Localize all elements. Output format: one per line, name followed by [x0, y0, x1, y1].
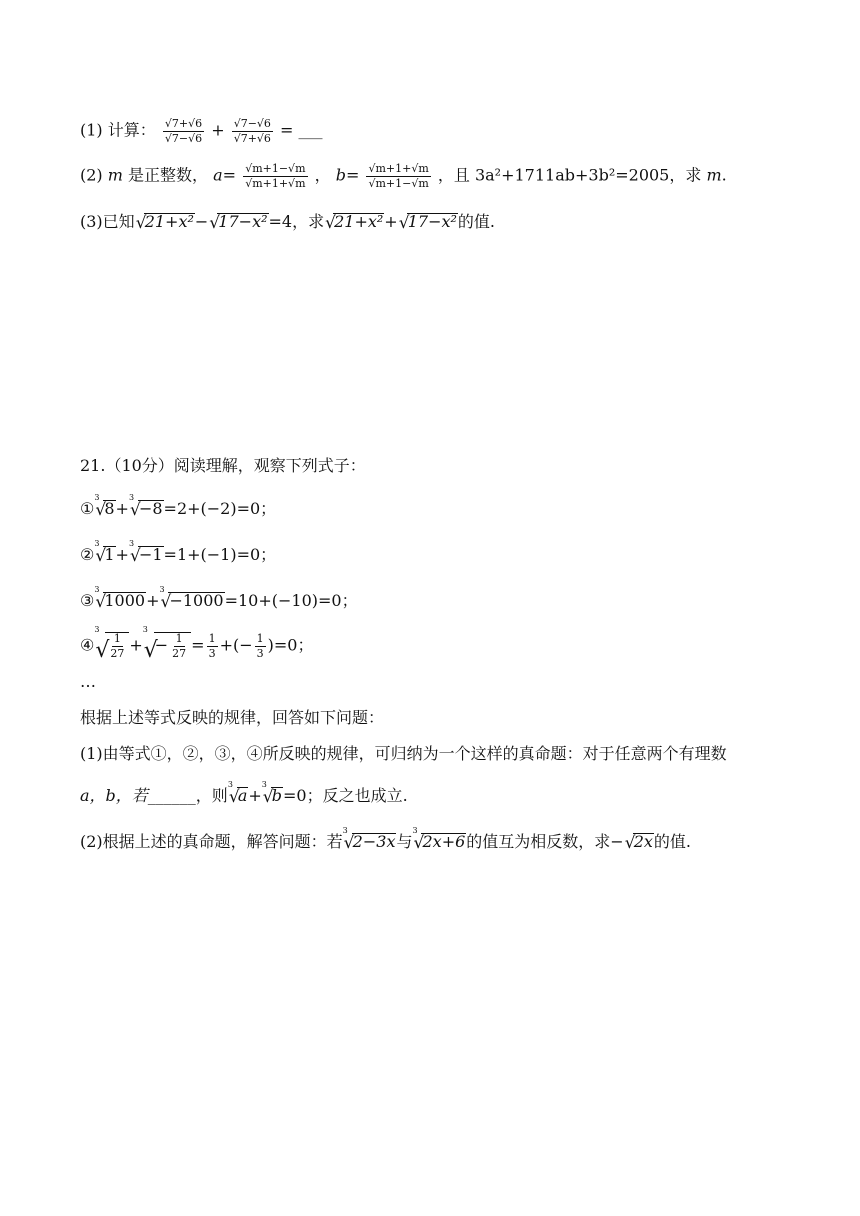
part1-label: (1) [80, 120, 103, 140]
part1-plus: + [211, 120, 225, 140]
p1-op: + [248, 786, 262, 805]
q21-eq1 [80, 493, 277, 520]
p1-line2b: ，则 [195, 786, 228, 805]
cbrt-radical-eq4-a: 3 √ $\frac{1}{27}$ [95, 632, 129, 659]
q21-p2 [80, 826, 691, 853]
part1-lead: 计算： [107, 120, 156, 140]
p1-blank: ______ [147, 786, 196, 805]
part2-var-m2: m [706, 165, 722, 185]
sqrt-radical-1: √ 21+x² [135, 212, 194, 233]
cbrt-radical-eq3-b: 3 √ −1000 [159, 585, 224, 612]
q21-intro: 根据上述等式反映的规律，回答如下问题： [80, 708, 385, 727]
p2-a: (2)根据上述的真命题，解答问题：若 [80, 832, 343, 851]
part3-line [80, 212, 495, 233]
cbrt-radical-eq4-b: 3 √ − $\frac{1}{27}$ [144, 632, 191, 659]
part2-a-eq: a= [213, 165, 237, 185]
cbrt-radical-p2-1: 3 √ 2−3x [342, 826, 396, 853]
part2-var-m: m [107, 165, 123, 185]
part2-b-eq: b= [335, 165, 360, 185]
part2-a-fraction: $\frac{√m+1-√m}{√m+1+√m}$ [245, 162, 306, 190]
eq4-mark: ④ [80, 635, 95, 655]
part1-fraction-2: $\frac{√7-√6}{√7+√6}$ [233, 117, 271, 145]
q21-eq3 [80, 585, 358, 612]
q21-ellipsis: … [80, 672, 96, 691]
eq4-fraction-d: $\frac{1}{3}$ [256, 632, 264, 660]
eq3-mark: ③ [80, 591, 95, 610]
eq1-mark: ① [80, 499, 95, 518]
part3-minus: − [194, 212, 209, 231]
eq1-rest: =2+(−2)=0； [163, 499, 277, 518]
p2-b: 与 [396, 832, 413, 851]
eq3-rest: =10+(−10)=0； [224, 591, 358, 610]
part3-end: 的值. [457, 212, 495, 231]
sqrt-radical-p2-3: √ 2x [624, 832, 653, 853]
q21-p1-line2 [80, 780, 408, 807]
part3-lead: 已知 [102, 212, 135, 231]
cbrt-radical-a: 3 √ a [227, 780, 248, 807]
eq2-mark: ② [80, 545, 95, 564]
part3-plus: + [384, 212, 398, 231]
sqrt-radical-4: √ 17−x² [398, 212, 457, 233]
p1-line2a: a，b，若 [80, 786, 148, 805]
eq4-mid: +(− [219, 635, 253, 655]
eq4-rest: )=0； [267, 635, 314, 655]
cbrt-radical-eq2-b: 3 √ −1 [128, 539, 163, 566]
cbrt-radical-eq2-a: 3 √ 1 [94, 539, 115, 566]
part2-label: (2) [80, 165, 103, 185]
sqrt-radical-3: √ 21+x² [325, 212, 384, 233]
eq4-fraction-c: $\frac{1}{3}$ [208, 632, 216, 660]
part2-comma: ， [314, 165, 331, 185]
p2-d: 的值. [653, 832, 691, 851]
part2-end: . [721, 165, 727, 185]
eq4-op: + [129, 635, 143, 655]
eq2-rest: =1+(−1)=0； [163, 545, 277, 564]
p1-line2c: =0；反之也成立. [283, 786, 408, 805]
part2-text-a: 是正整数， [128, 165, 209, 185]
part2-line [80, 163, 727, 189]
q21-p1-line1: (1)由等式①，②，③，④所反映的规律，可归纳为一个这样的真命题：对于任意两个有理数 [80, 744, 727, 763]
part1-line [80, 118, 323, 144]
eq1-op: + [115, 499, 129, 518]
cbrt-radical-eq1-a: 3 √ 8 [94, 493, 115, 520]
part2-b-fraction: $\frac{√m+1+√m}{√m+1-√m}$ [368, 162, 429, 190]
part1-blank: ___ [298, 120, 323, 140]
part3-label: (3) [80, 212, 103, 231]
cbrt-radical-p2-2: 3 √ 2x+6 [412, 826, 466, 853]
p2-c: 的值互为相反数，求− [466, 832, 624, 851]
part2-text-b: ，且 3a²+1711ab+3b²=2005，求 [437, 165, 702, 185]
part3-eq: =4，求 [268, 212, 325, 231]
q21-heading: 21.（10分）阅读理解，观察下列式子： [80, 456, 366, 475]
eq4-eq: = [191, 635, 205, 655]
part1-eq: = [280, 120, 294, 140]
cbrt-radical-eq1-b: 3 √ −8 [128, 493, 163, 520]
part1-fraction-1: $\frac{√7+√6}{√7-√6}$ [164, 117, 203, 145]
q21-eq2 [80, 539, 277, 566]
cbrt-radical-eq3-a: 3 √ 1000 [94, 585, 146, 612]
eq2-op: + [115, 545, 129, 564]
eq3-op: + [146, 591, 160, 610]
cbrt-radical-b: 3 √ b [261, 780, 283, 807]
sqrt-radical-2: √ 17−x² [209, 212, 268, 233]
q21-eq4 [80, 625, 314, 664]
